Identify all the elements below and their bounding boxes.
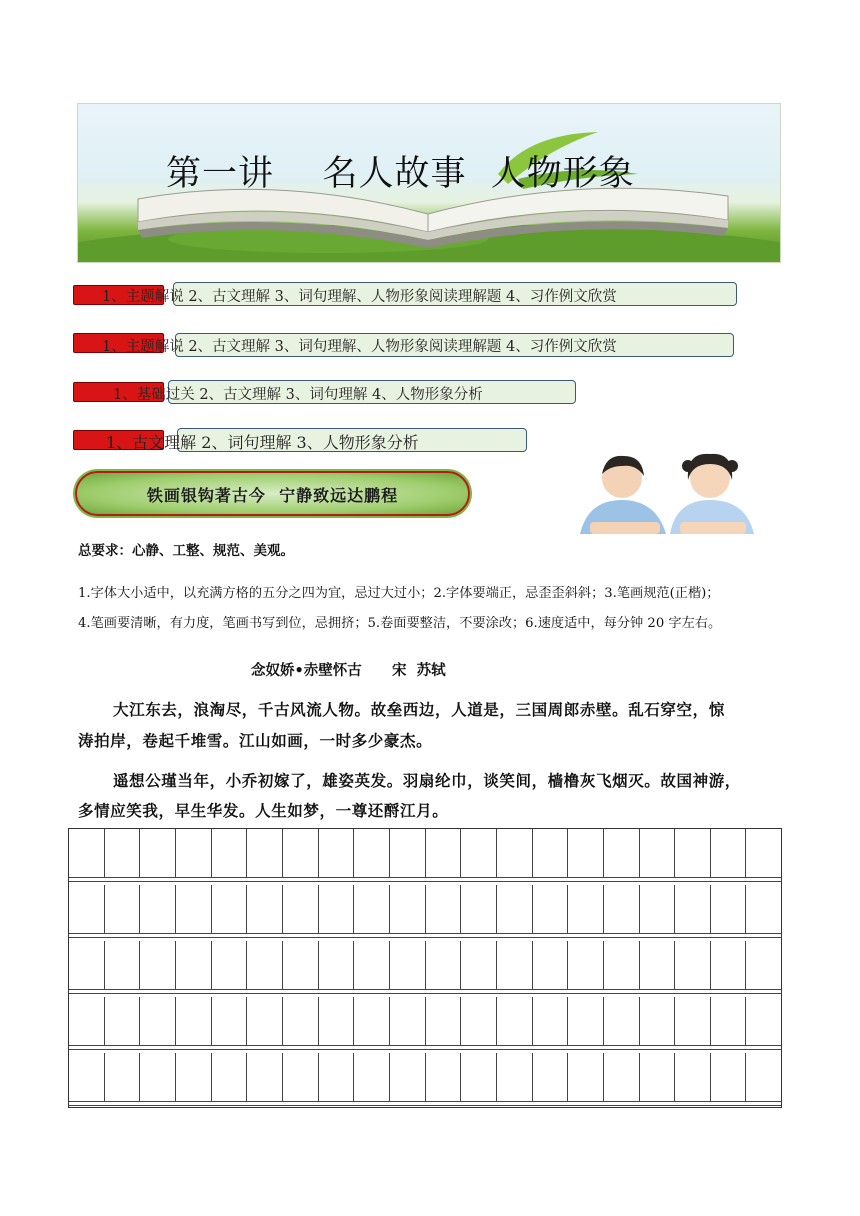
slogan-text: 铁画银钩著古今 宁静致远达鹏程	[146, 486, 399, 505]
grid-cell	[247, 997, 283, 1045]
grid-cell	[675, 1053, 711, 1101]
grid-cell	[69, 997, 105, 1045]
grid-separator	[69, 993, 781, 994]
grid-cell	[140, 829, 176, 877]
grid-cell	[640, 997, 676, 1045]
outline-row-text-4: 1、古文理解 2、词句理解 3、人物形象分析	[106, 433, 419, 452]
outline-row-text-2: 1、主题解说 2、古文理解 3、词句理解、人物形象阅读理解题 4、习作例文欣赏	[102, 339, 617, 355]
grid-cell	[176, 829, 212, 877]
grid-cell	[461, 997, 497, 1045]
grid-cell	[390, 1053, 426, 1101]
grid-cell	[319, 829, 355, 877]
grid-cell	[568, 997, 604, 1045]
grid-cell	[390, 997, 426, 1045]
grid-cell	[568, 941, 604, 989]
children-writing-illustration	[570, 448, 760, 538]
grid-cell	[140, 885, 176, 933]
grid-separator	[69, 1105, 781, 1106]
requirements-line-2: 4.笔画要清晰，有力度，笔画书写到位，忌拥挤；5.卷面要整洁，不要涂改；6.速度适中，每分钟 20 字左右。	[78, 616, 722, 631]
grid-separator	[69, 1049, 781, 1050]
grid-cell	[354, 997, 390, 1045]
grid-cell	[69, 829, 105, 877]
grid-cell	[497, 1053, 533, 1101]
writing-grid	[68, 828, 782, 1108]
grid-cell	[711, 1053, 747, 1101]
requirements-line-1: 1.字体大小适中，以充满方格的五分之四为宜，忌过大过小；2.字体要端正，忌歪歪斜斜；3.笔画规范(正楷)；	[78, 586, 720, 601]
grid-cell	[426, 1053, 462, 1101]
grid-cell	[212, 829, 248, 877]
grid-cell	[568, 1053, 604, 1101]
grid-row	[69, 997, 781, 1046]
grid-cell	[354, 829, 390, 877]
grid-cell	[426, 829, 462, 877]
grid-cell	[533, 885, 569, 933]
grid-cell	[390, 941, 426, 989]
grid-cell	[497, 829, 533, 877]
grid-row	[69, 829, 781, 878]
grid-cell	[640, 1053, 676, 1101]
grid-cell	[283, 1053, 319, 1101]
grid-cell	[640, 941, 676, 989]
grid-cell	[461, 829, 497, 877]
grid-cell	[69, 1053, 105, 1101]
grid-cell	[319, 997, 355, 1045]
grid-cell	[711, 997, 747, 1045]
grid-cell	[461, 1053, 497, 1101]
grid-cell	[461, 885, 497, 933]
grid-cell	[105, 997, 141, 1045]
grid-cell	[105, 941, 141, 989]
grid-cell	[604, 997, 640, 1045]
grid-cell	[746, 829, 781, 877]
grid-cell	[711, 885, 747, 933]
grid-cell	[390, 829, 426, 877]
grid-cell	[247, 885, 283, 933]
grid-row	[69, 941, 781, 990]
grid-cell	[426, 941, 462, 989]
grid-cell	[212, 1053, 248, 1101]
grid-cell	[105, 885, 141, 933]
grid-cell	[140, 997, 176, 1045]
grid-cell	[604, 1053, 640, 1101]
grid-cell	[247, 941, 283, 989]
slogan-banner	[75, 471, 470, 516]
grid-cell	[568, 829, 604, 877]
grid-cell	[140, 1053, 176, 1101]
lesson-banner	[77, 103, 781, 263]
page-title: 第一讲 名人故事 人物形象	[166, 154, 635, 194]
grid-cell	[176, 1053, 212, 1101]
grid-cell	[283, 885, 319, 933]
grid-cell	[497, 941, 533, 989]
grid-cell	[746, 997, 781, 1045]
grid-cell	[140, 941, 176, 989]
grid-cell	[675, 829, 711, 877]
grid-cell	[283, 997, 319, 1045]
grid-cell	[354, 885, 390, 933]
grid-cell	[604, 941, 640, 989]
grid-cell	[426, 997, 462, 1045]
grid-separator	[69, 937, 781, 938]
grid-cell	[105, 1053, 141, 1101]
grid-cell	[69, 941, 105, 989]
grid-cell	[675, 885, 711, 933]
grid-cell	[746, 941, 781, 989]
grid-cell	[497, 997, 533, 1045]
poem-line: 遥想公瑾当年，小乔初嫁了，雄姿英发。羽扇纶巾，谈笑间，樯橹灰飞烟灭。故国神游，	[113, 771, 741, 790]
grid-cell	[461, 941, 497, 989]
grid-cell	[390, 885, 426, 933]
poem-line: 大江东去，浪淘尽，千古风流人物。故垒西边，人道是，三国周郎赤壁。乱石穿空，惊	[113, 700, 725, 719]
grid-cell	[640, 829, 676, 877]
grid-cell	[675, 941, 711, 989]
grid-cell	[247, 829, 283, 877]
grid-cell	[746, 1053, 781, 1101]
grid-cell	[426, 885, 462, 933]
grid-cell	[176, 941, 212, 989]
grid-cell	[533, 941, 569, 989]
outline-row-text-3: 1、基础过关 2、古文理解 3、词句理解 4、人物形象分析	[113, 387, 483, 403]
poem-title: 念奴娇•赤壁怀古 宋 苏轼	[251, 662, 446, 679]
grid-cell	[354, 941, 390, 989]
grid-cell	[176, 997, 212, 1045]
grid-separator	[69, 881, 781, 882]
grid-cell	[319, 1053, 355, 1101]
requirements-title: 总要求：心静、工整、规范、美观。	[78, 543, 294, 559]
grid-cell	[746, 885, 781, 933]
grid-cell	[604, 885, 640, 933]
grid-cell	[533, 1053, 569, 1101]
grid-cell	[354, 1053, 390, 1101]
grid-cell	[711, 829, 747, 877]
grid-cell	[247, 1053, 283, 1101]
grid-cell	[69, 885, 105, 933]
grid-cell	[283, 941, 319, 989]
grid-cell	[604, 829, 640, 877]
grid-cell	[711, 941, 747, 989]
grid-cell	[212, 997, 248, 1045]
grid-cell	[105, 829, 141, 877]
grid-cell	[675, 997, 711, 1045]
grid-cell	[533, 997, 569, 1045]
grid-cell	[283, 829, 319, 877]
grid-cell	[533, 829, 569, 877]
grid-cell	[319, 885, 355, 933]
grid-cell	[497, 885, 533, 933]
grid-cell	[319, 941, 355, 989]
grid-row	[69, 1053, 781, 1102]
grid-cell	[640, 885, 676, 933]
poem-line: 涛拍岸，卷起千堆雪。江山如画，一时多少豪杰。	[78, 731, 433, 750]
grid-cell	[568, 885, 604, 933]
grid-row	[69, 885, 781, 934]
grid-cell	[212, 885, 248, 933]
grid-cell	[212, 941, 248, 989]
grid-cell	[176, 885, 212, 933]
poem-line: 多情应笑我，早生华发。人生如梦，一尊还酹江月。	[78, 801, 449, 820]
outline-row-text-1: 1、主题解说 2、古文理解 3、词句理解、人物形象阅读理解题 4、习作例文欣赏	[102, 289, 617, 305]
